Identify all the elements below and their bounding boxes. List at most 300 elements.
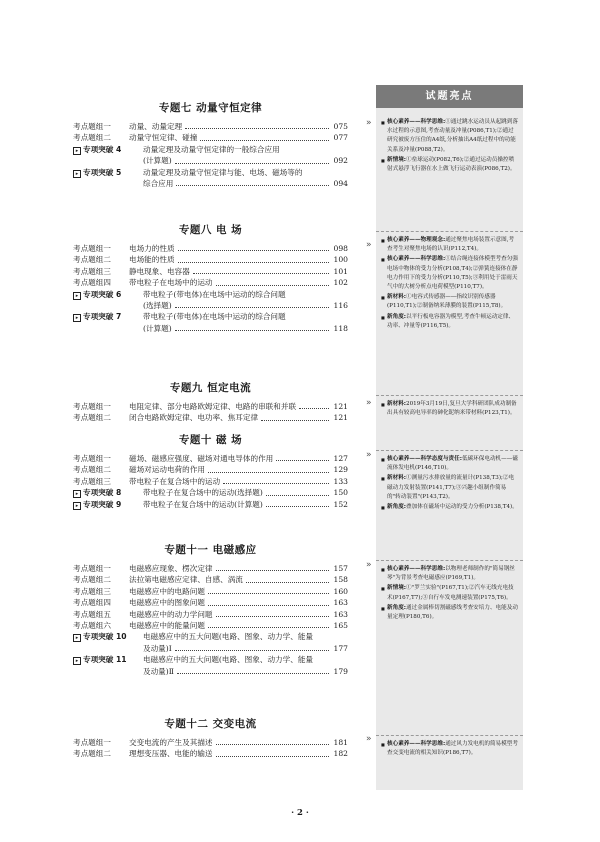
entry-label [73, 563, 129, 574]
entry-body [129, 412, 348, 423]
highlight-group [381, 565, 518, 623]
toc-section [73, 542, 348, 677]
entry-label [73, 254, 129, 265]
toc-entry[interactable] [73, 243, 348, 254]
entry-label [73, 453, 129, 464]
entry-label [73, 586, 129, 597]
toc-entry[interactable] [73, 453, 348, 464]
entry-title-lastline [143, 178, 348, 189]
entry-label [73, 121, 129, 132]
entry-page: 102 [333, 278, 348, 288]
leader-dots [208, 587, 329, 594]
entry-page: 098 [333, 244, 348, 253]
highlight-text [387, 156, 518, 174]
leader-dots [216, 564, 329, 571]
entry-page: 121 [333, 402, 348, 411]
entry-body [143, 311, 348, 334]
highlight-group [381, 740, 518, 759]
entry-page: 118 [333, 323, 348, 333]
leader-dots [216, 750, 329, 757]
entry-title-multiline [143, 289, 348, 312]
entry-title: 带电粒子在电场中的运动 [129, 278, 213, 288]
entry-label-text: 考点题组四 [73, 278, 111, 288]
entry-page: 182 [333, 749, 348, 759]
entry-title-line: 动量定理及动量守恒定律的一般综合应用 [143, 144, 280, 154]
entry-page: 163 [333, 598, 348, 608]
leader-dots [266, 489, 329, 496]
special-topic-icon: ▸ [73, 490, 81, 498]
special-topic-icon: ▸ [73, 634, 81, 642]
highlight-keyword: 核心素养——物理观念: [387, 237, 446, 243]
entry-title: 磁场、磁感应强度、磁场对通电导体的作用 [129, 454, 274, 463]
entry-body [129, 609, 348, 620]
toc-entry[interactable] [73, 277, 348, 288]
special-topic-icon: ▸ [73, 314, 81, 322]
bullet-icon: ■ [381, 238, 385, 243]
leader-dots [178, 256, 329, 263]
highlight-body: 叠加体在磁场中运动的受力分析(P138,T4)。 [406, 504, 518, 511]
highlight-body: ①通过跳水运动员从起跳到落水过程的示意图,考查动量及冲量(P086,T1);②通过研究被废方压住的A4纸,分析抽出A4纸过程中的功能关系及冲量(P088,T2)。 [387, 119, 518, 153]
entry-label-text: 考点题组四 [73, 598, 111, 608]
entry-label-text: 专项突破 8 [83, 488, 122, 498]
section-title: 专题九 恒定电流 [169, 382, 252, 394]
entry-label-text: 考点题组二 [73, 575, 111, 585]
leader-dots [208, 599, 329, 606]
highlight-text [387, 400, 518, 418]
entry-label [73, 499, 143, 510]
entry-page: 133 [333, 476, 348, 486]
leader-dots [266, 500, 329, 507]
special-topic-entry[interactable] [73, 167, 348, 190]
entry-body [129, 737, 348, 748]
toc-entry[interactable] [73, 464, 348, 475]
entry-title-lastline [143, 643, 348, 654]
highlight-body: 通过聚焦电场装置示意图,考查考生对聚焦电场的认识(P112,T4)。 [387, 237, 515, 253]
entry-label-text: 专项突破 5 [83, 167, 122, 177]
toc-entry[interactable] [73, 620, 348, 631]
entry-title-line: 带电粒子(带电体)在电场中运动的综合问题 [143, 312, 286, 322]
special-topic-entry[interactable] [73, 487, 348, 498]
toc-section [73, 716, 348, 760]
leader-dots [223, 477, 329, 484]
special-topic-entry[interactable] [73, 631, 348, 654]
entry-page: 116 [333, 301, 348, 311]
highlight-item [381, 604, 518, 622]
entry-label [73, 597, 129, 608]
entry-label [73, 476, 129, 487]
entry-label [73, 277, 129, 288]
entry-body [129, 266, 348, 277]
toc-entry[interactable] [73, 476, 348, 487]
highlight-item [381, 236, 518, 254]
entry-label-text: 考点题组一 [73, 738, 111, 747]
highlight-keyword: 核心素养——科学思维: [387, 741, 446, 747]
leader-dots [175, 301, 329, 308]
entry-body [129, 476, 348, 487]
entry-title: 静电现象、电容器 [129, 266, 190, 276]
highlight-item [381, 503, 518, 512]
highlight-keyword: 新情境: [387, 585, 407, 592]
special-topic-icon: ▸ [73, 657, 81, 665]
highlights-panel [376, 85, 523, 790]
entry-label-text: 专项突破 9 [83, 499, 122, 509]
highlights-header: 试题亮点 [376, 85, 523, 108]
bullet-icon: ■ [381, 476, 385, 482]
highlight-group [381, 400, 518, 419]
bullet-icon: ■ [381, 742, 385, 747]
entry-label [73, 401, 129, 412]
leader-dots [175, 324, 329, 331]
entry-label [73, 748, 129, 759]
entry-title-line: (计算题) [143, 323, 172, 333]
entry-label-text: 考点题组二 [73, 465, 111, 475]
bullet-icon: ■ [381, 457, 385, 462]
special-topic-icon: ▸ [73, 292, 81, 300]
entry-label [73, 464, 129, 475]
highlight-text [387, 255, 518, 292]
highlight-item [381, 565, 518, 583]
entry-label [73, 289, 143, 300]
entry-page: 075 [333, 122, 348, 131]
entry-label-text: 考点题组二 [73, 413, 111, 423]
highlight-separator [376, 231, 523, 232]
highlight-item [381, 156, 518, 174]
entry-title-multiline [143, 144, 348, 167]
entry-page: 181 [333, 738, 348, 747]
chevron-icon: » [366, 240, 372, 250]
entry-label-text: 考点题组五 [73, 609, 111, 619]
highlight-item [381, 455, 518, 473]
entry-label-text: 考点题组六 [73, 621, 111, 631]
entry-label-text: 专项突破 10 [83, 632, 127, 642]
entry-label-text: 考点题组一 [73, 454, 111, 463]
entry-body [129, 586, 348, 597]
leader-dots [299, 402, 329, 409]
leader-dots [276, 454, 329, 461]
entry-label [73, 311, 143, 322]
highlight-item [381, 400, 518, 418]
toc-entry[interactable] [73, 266, 348, 277]
bullet-icon: ■ [381, 605, 385, 611]
bullet-icon: ■ [381, 120, 385, 125]
entry-title-line: 电磁感应中的五大问题(电路、图象、动力学、能量 [143, 655, 314, 665]
special-topic-icon: ▸ [73, 170, 81, 178]
leader-dots [175, 157, 329, 164]
toc-entry[interactable] [73, 586, 348, 597]
entry-title: 动量守恒定律、碰撞 [129, 133, 198, 143]
entry-title: 闭合电路欧姆定律、电功率、焦耳定律 [129, 413, 259, 423]
entry-body [129, 574, 348, 585]
leader-dots [200, 134, 329, 141]
entry-label-text: 专项突破 4 [83, 144, 122, 154]
leader-dots [193, 267, 329, 274]
toc-entry[interactable] [73, 412, 348, 423]
section-title: 专题十一 电磁感应 [164, 544, 257, 556]
entry-page: 077 [333, 133, 348, 143]
entry-title: 动量、动量定理 [129, 122, 183, 131]
highlight-keyword: 核心素养——科学思维: [387, 119, 446, 125]
entry-label-text: 考点题组三 [73, 586, 111, 596]
highlight-keyword: 新材料: [387, 401, 407, 407]
entry-label [73, 132, 129, 143]
entry-title-lastline [143, 323, 348, 334]
entry-title: 理想变压器、电能的输送 [129, 749, 213, 759]
bullet-icon: ■ [381, 157, 385, 163]
entry-title-line: (计算题) [143, 156, 172, 166]
section-title: 专题十二 交变电流 [164, 718, 257, 730]
highlight-text [387, 313, 518, 331]
leader-dots [185, 122, 329, 129]
highlight-separator [376, 395, 523, 396]
entry-body [129, 121, 348, 132]
highlight-text [387, 293, 518, 311]
special-topic-entry[interactable] [73, 289, 348, 312]
entry-body [143, 499, 348, 510]
entry-page: 179 [333, 666, 348, 676]
entry-title: 电磁感应中的图象问题 [129, 598, 205, 608]
entry-body [143, 167, 348, 190]
entry-title-multiline [143, 631, 348, 654]
leader-dots [208, 466, 329, 473]
toc-entry[interactable] [73, 737, 348, 748]
entry-label-text: 考点题组一 [73, 244, 111, 253]
special-topic-icon: ▸ [73, 502, 81, 510]
chevron-icon: » [366, 118, 372, 128]
highlight-text [387, 740, 518, 758]
entry-body [129, 597, 348, 608]
entry-title: 磁场对运动电荷的作用 [129, 465, 205, 475]
highlight-keyword: 新情境: [387, 156, 407, 163]
entry-body [129, 132, 348, 143]
highlight-body: 通过风力发电机的简易模型考查交变电流的相关知识(P186,T7)。 [387, 741, 518, 757]
entry-page: 150 [333, 488, 348, 498]
leader-dots [216, 738, 329, 745]
highlight-keyword: 核心素养——科学态度与责任: [387, 456, 462, 462]
entry-label [73, 144, 143, 155]
entry-title: 电磁感应中的能量问题 [129, 621, 205, 631]
special-topic-entry[interactable] [73, 654, 348, 677]
toc-section [73, 432, 348, 510]
entry-page: 092 [333, 156, 348, 166]
entry-label [73, 574, 129, 585]
entry-page: 101 [333, 266, 348, 276]
entry-page: 121 [333, 413, 348, 423]
entry-label-text: 专项突破 6 [83, 289, 122, 299]
bullet-icon: ■ [381, 586, 385, 592]
highlight-text [387, 604, 518, 622]
highlight-text [387, 584, 518, 602]
chevron-icon: » [366, 450, 372, 460]
entry-label [73, 167, 143, 178]
entry-title: 带电粒子在复合场中的运动(计算题) [143, 499, 263, 509]
highlight-keyword: 新材料: [387, 475, 407, 482]
special-topic-entry[interactable] [73, 499, 348, 510]
entry-label [73, 412, 129, 423]
highlight-body: ①测量污水排放量的流量计(P138,T3);②电磁动力发射装置(P141,T7);③兴趣小组制作简易的"转动装置"(P143,T2)。 [387, 475, 515, 500]
entry-title: 法拉第电磁感应定律、自感、涡流 [129, 575, 243, 585]
entry-body [129, 254, 348, 265]
entry-title-multiline [143, 167, 348, 190]
entry-title-line: 综合应用 [143, 179, 174, 189]
entry-body [129, 748, 348, 759]
toc-entry[interactable] [73, 254, 348, 265]
entry-label-text: 专项突破 11 [83, 655, 127, 665]
highlight-group [381, 455, 518, 513]
highlight-body: 2019年3月19日,复旦大学科研团队成功制备出具有较高电导率的砷化铌纳米带材料(P123,T1)。 [387, 401, 517, 417]
toc-section [73, 380, 348, 424]
entry-title: 带电粒子在复合场中的运动(选择题) [143, 488, 263, 498]
entry-title: 带电粒子在复合场中的运动 [129, 476, 221, 486]
highlight-keyword: 新角度: [387, 604, 407, 611]
entry-page: 158 [333, 575, 348, 585]
entry-body [129, 563, 348, 574]
entry-label-text: 考点题组三 [73, 476, 111, 486]
entry-title-multiline [143, 311, 348, 334]
entry-body [143, 144, 348, 167]
special-topic-entry[interactable] [73, 144, 348, 167]
entry-label-text: 专项突破 7 [83, 312, 122, 322]
entry-title-line: 及动量)Ⅰ [143, 643, 172, 653]
highlight-keyword: 核心素养——科学思维: [387, 566, 446, 572]
entry-label [73, 737, 129, 748]
leader-dots [178, 244, 329, 251]
entry-page: 165 [333, 621, 348, 631]
entry-page: 163 [333, 609, 348, 619]
entry-page: 100 [333, 255, 348, 265]
highlight-text [387, 118, 518, 155]
highlight-item [381, 313, 518, 331]
entry-label [73, 609, 129, 620]
toc-section [73, 222, 348, 334]
entry-page: 152 [333, 499, 348, 509]
entry-title: 电磁感应中的电路问题 [129, 586, 205, 596]
entry-title: 电场力的性质 [129, 244, 175, 253]
highlight-body: ①结合绳连接体模型考查匀强电场中物体的受力分析(P108,T4);②弹簧连接体在静电力作用下的受力分析(P110,T5);③利用处于雷雨天气中的大树分析点电荷模型(P110,T7)。 [387, 256, 518, 291]
section-title: 专题十 磁 场 [178, 434, 243, 446]
entry-title-line: 动量定理及动量守恒定律与能、电场、磁场等的 [143, 167, 303, 177]
leader-dots [246, 576, 329, 583]
toc-entry[interactable] [73, 121, 348, 132]
entry-label [73, 654, 143, 665]
entry-title: 电磁感应中的动力学问题 [129, 609, 213, 619]
highlight-text [387, 455, 518, 473]
highlight-keyword: 核心素养——科学思维: [387, 256, 446, 263]
highlight-body: ①电容式传感器——指纹识别传感器(P110,T1);②制备纳米薄膜的装置(P115,T8)。 [387, 294, 507, 310]
entry-label [73, 487, 143, 498]
leader-dots [261, 414, 329, 421]
highlight-keyword: 新角度: [387, 313, 407, 320]
highlight-text [387, 474, 518, 502]
toc-entry[interactable] [73, 597, 348, 608]
page-number: · 2 · [291, 808, 309, 818]
highlight-text [387, 236, 518, 254]
entry-body [129, 453, 348, 464]
highlight-body: 以物理老师制作的"简易钢丝琴"为背景考查电磁感应(P169,T1)。 [387, 566, 515, 582]
leader-dots [216, 279, 329, 286]
entry-title: 电阻定律、部分电路欧姆定律、电路的串联和并联 [129, 402, 297, 411]
entry-label-text: 考点题组一 [73, 122, 111, 131]
bullet-icon: ■ [381, 567, 385, 572]
toc-entry[interactable] [73, 563, 348, 574]
special-topic-entry[interactable] [73, 311, 348, 334]
entry-page: 160 [333, 586, 348, 596]
highlight-item [381, 255, 518, 292]
entry-title: 电场能的性质 [129, 255, 175, 265]
entry-title: 电磁感应现象、楞次定律 [129, 564, 213, 573]
toc-entry[interactable] [73, 748, 348, 759]
entry-title-lastline [143, 300, 348, 311]
bullet-icon: ■ [381, 257, 385, 263]
highlight-group [381, 118, 518, 175]
entry-body [143, 631, 348, 654]
entry-title-lastline [143, 155, 348, 166]
entry-body [143, 654, 348, 677]
entry-body [129, 401, 348, 412]
chevron-icon: » [366, 560, 372, 570]
entry-body [129, 277, 348, 288]
entry-page: 127 [333, 454, 348, 463]
highlight-keyword: 新角度: [387, 504, 407, 511]
toc-entry[interactable] [73, 574, 348, 585]
entry-title: 交变电流的产生及其描述 [129, 738, 213, 747]
entry-label [73, 266, 129, 277]
entry-body [129, 620, 348, 631]
toc-entry[interactable] [73, 401, 348, 412]
entry-label-text: 考点题组一 [73, 402, 111, 411]
entry-title-line: 及动量)Ⅱ [143, 666, 174, 676]
highlight-item [381, 740, 518, 758]
highlight-body: 以平行板电容器为模型,考查牛顿运动定律、功率、冲量等(P116,T5)。 [387, 313, 515, 329]
highlight-item [381, 474, 518, 502]
highlight-separator [376, 735, 523, 736]
entry-title-lastline [143, 666, 348, 677]
entry-title-line: 电磁感应中的五大问题(电路、图象、动力学、能量 [143, 632, 314, 642]
chevron-icon: » [366, 398, 372, 408]
entry-body [143, 487, 348, 498]
highlight-body: ①"罗兰实验"(P167,T1);②汽车无线充电技术(P167,T7);③自行车发电测速装置(P175,T6)。 [387, 585, 514, 601]
entry-title-line: (选择题) [143, 301, 172, 311]
highlight-body: 低碳环保电动机——磁流体发电机(P146,T10)。 [387, 456, 518, 472]
entry-label-text: 考点题组二 [73, 255, 111, 265]
highlight-keyword: 新材料: [387, 294, 407, 301]
entry-label [73, 631, 143, 642]
entry-body [143, 289, 348, 312]
entry-label-text: 考点题组三 [73, 266, 111, 276]
leader-dots [208, 621, 329, 628]
entry-label-text: 考点题组一 [73, 564, 111, 573]
highlight-text [387, 565, 518, 583]
entry-page: 177 [333, 643, 348, 653]
highlight-item [381, 118, 518, 155]
entry-label [73, 620, 129, 631]
entry-label [73, 243, 129, 254]
entry-body [129, 464, 348, 475]
highlight-group [381, 236, 518, 332]
toc-entry[interactable] [73, 609, 348, 620]
leader-dots [216, 610, 329, 617]
bullet-icon: ■ [381, 314, 385, 320]
leader-dots [177, 667, 329, 674]
highlight-body: 通过金属棒切割磁感线考查安培力、电能及动量定理(P180,T6)。 [387, 604, 518, 621]
toc-entry[interactable] [73, 132, 348, 143]
bullet-icon: ■ [381, 295, 385, 301]
entry-page: 129 [333, 465, 348, 475]
toc-section [73, 100, 348, 189]
leader-dots [176, 179, 329, 186]
bullet-icon: ■ [381, 505, 385, 511]
section-title: 专题八 电 场 [178, 224, 243, 236]
entry-title-multiline [143, 654, 348, 677]
